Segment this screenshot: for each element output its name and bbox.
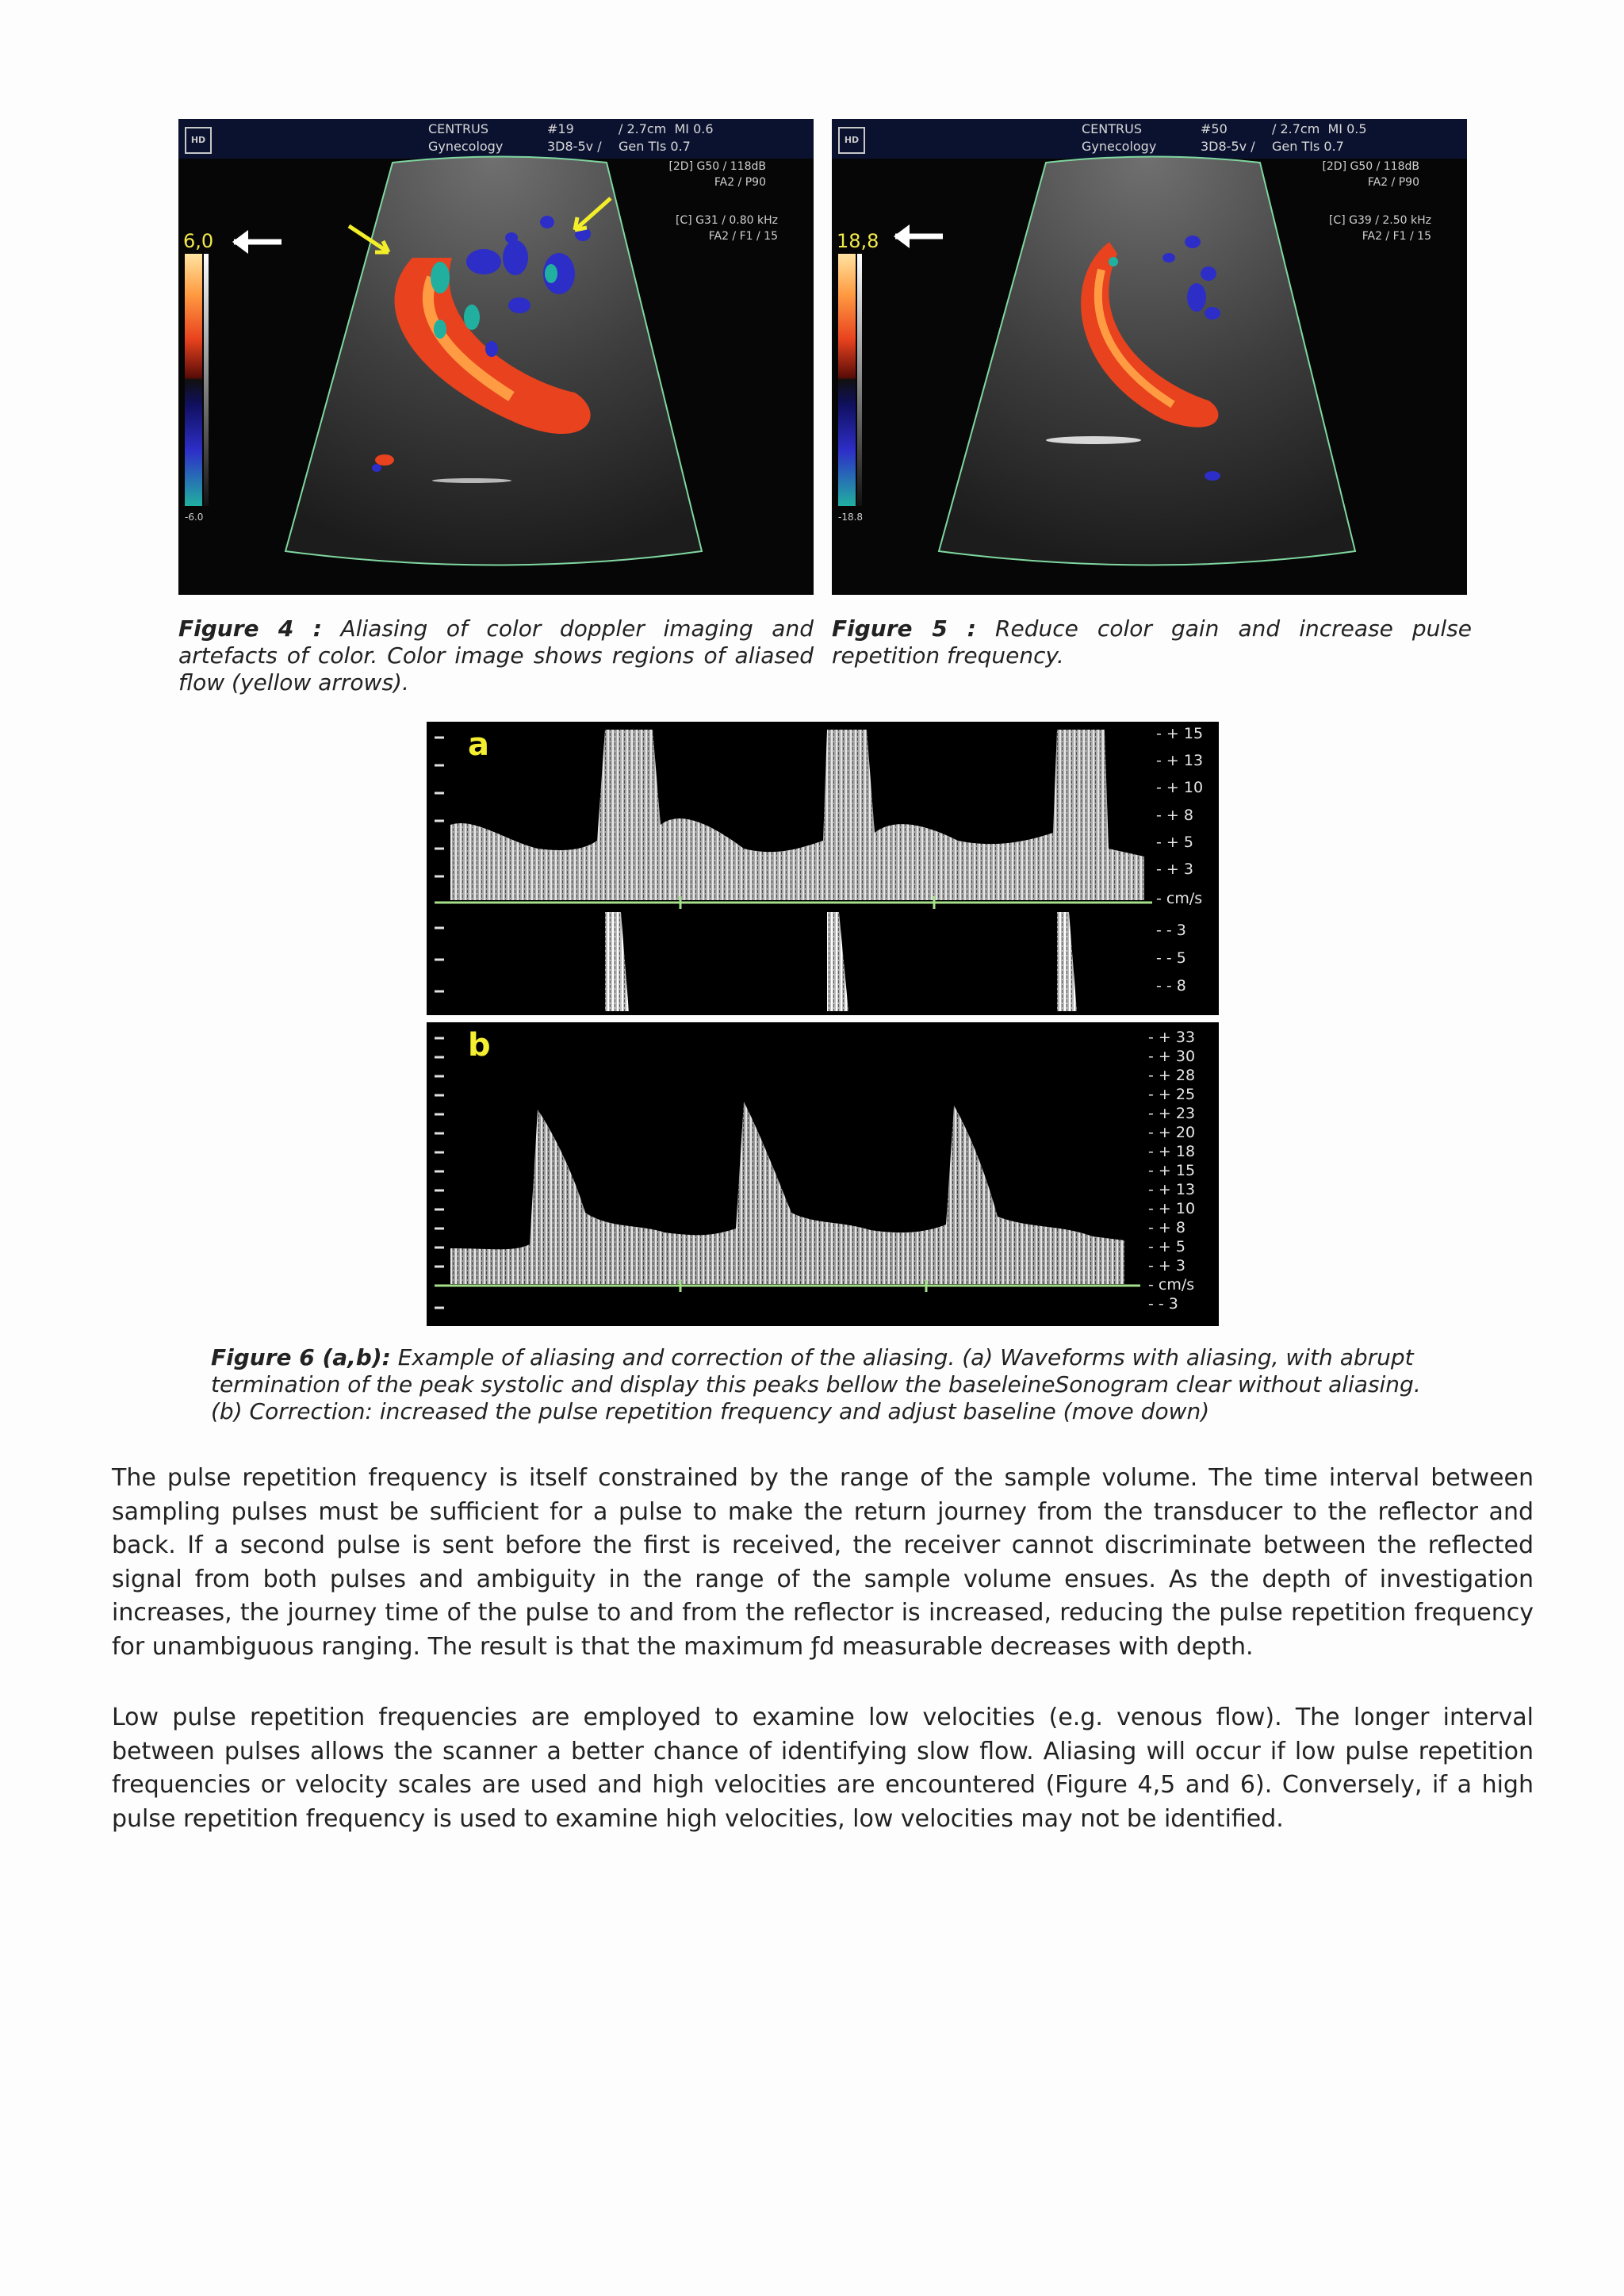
scale-tick: - + 3: [1148, 1257, 1185, 1274]
params-color: [C] G39 / 2.50 kHz FA2 / F1 / 15: [1328, 214, 1431, 243]
header-line: CENTRUS: [1082, 121, 1143, 136]
panel-letter-a: a: [468, 726, 489, 763]
paragraph-1: The pulse repetition frequency is itself constrained by the range of the sample volume. The time interval between sampling pulses must be sufficient for a pulse to make the return journey from the transducer to the reflector and back. If a second pulse is sent before the first is received, the receiver cannot discriminate between the reflected signal from both pulses and ambiguity in the range of the sample volume ensues. As the depth of investigation increases, the journey time of the pulse to and from the reflector is increased, reducing the pulse repetition frequency for unambiguous ranging. The result is that the maximum ƒd measurable decreases with depth.: [112, 1464, 1534, 1661]
scale-tick: - cm/s: [1156, 890, 1203, 907]
figure-4-caption: [178, 615, 814, 696]
scale-tick: - + 8: [1156, 807, 1193, 824]
figure-label: Figure 4 :: [178, 615, 322, 642]
figure-4-image: [178, 119, 814, 595]
header-line: / 2.7cm MI 0.5: [1272, 121, 1367, 136]
scale-tick: - + 30: [1148, 1048, 1196, 1065]
scale-tick: - + 15: [1148, 1162, 1196, 1179]
header-line: 3D8-5v /: [547, 139, 602, 154]
figure-5-caption: [832, 615, 1472, 669]
scale-tick: - + 28: [1148, 1067, 1196, 1084]
scale-tick: - + 13: [1148, 1181, 1196, 1198]
figure-label: Figure 5 :: [832, 615, 976, 642]
doppler-sector-image: [832, 119, 1467, 595]
scale-tick: - + 5: [1156, 834, 1193, 851]
header-line: Gynecology: [428, 139, 504, 154]
paragraph-2: Low pulse repetition frequencies are employed to examine low velocities (e.g. venous flow). The longer interval between pulses allows the scanner a better chance of identifying slow flow. Aliasing will occur if low pulse repetition frequencies or velocity scales are used and high velocities are encountered (Figure 4,5 and 6). Conversely, if a high pulse repetition frequency is used to examine high velocities, low velocities may not be identified.: [112, 1704, 1534, 1833]
header-line: CENTRUS: [428, 121, 489, 136]
panel-letter-b: b: [468, 1027, 491, 1064]
spectral-doppler-b: [427, 1022, 1219, 1326]
header-line: Gynecology: [1082, 139, 1157, 154]
header-line: 3D8-5v /: [1201, 139, 1255, 154]
figure-label: Figure 6 (a,b):: [211, 1344, 391, 1370]
scale-tick: - - 8: [1156, 977, 1186, 995]
scale-tick: - + 3: [1156, 861, 1193, 878]
header-line: #19: [547, 121, 574, 136]
header-line: #50: [1201, 121, 1228, 136]
doppler-sector-image: [178, 119, 814, 595]
scale-tick: - + 15: [1156, 725, 1204, 742]
header-line: / 2.7cm MI 0.6: [619, 121, 714, 136]
waveform-a: [427, 722, 1219, 1015]
scale-tick: - + 33: [1148, 1029, 1196, 1046]
scale-tick: - + 10: [1148, 1200, 1196, 1217]
velocity-scale-top: 6,0: [183, 230, 214, 252]
figure-6-caption: [211, 1344, 1440, 1425]
scale-tick: - + 18: [1148, 1143, 1196, 1160]
params-2d: [2D] G50 / 118dB FA2 / P90: [668, 160, 766, 189]
params-2d: [2D] G50 / 118dB FA2 / P90: [1322, 160, 1419, 189]
scanner-logo: HD: [185, 127, 212, 154]
header-line: Gen TIs 0.7: [619, 139, 691, 154]
caption-text: Example of aliasing and correction of the aliasing. (a) Waveforms with aliasing, with abrupt termination of the peak systolic and display this peaks bellow the baseleineSonogram clear without aliasing. (b) Correction: increased the pulse repetition frequency and adjust baseline (move down): [211, 1344, 1421, 1424]
scale-tick: - - 5: [1156, 949, 1186, 967]
scale-tick: - + 10: [1156, 779, 1204, 796]
scale-tick: - + 25: [1148, 1086, 1196, 1103]
params-color: [C] G31 / 0.80 kHz FA2 / F1 / 15: [675, 214, 778, 243]
velocity-scale-top: 18,8: [837, 230, 879, 252]
caption-text: Aliasing of color doppler imaging and artefacts of color. Color image shows regions of aliased flow (yellow arrows).: [178, 615, 814, 696]
figure-5-image: [832, 119, 1467, 595]
scale-tick: - + 23: [1148, 1105, 1196, 1122]
scale-tick: - + 20: [1148, 1124, 1196, 1141]
scale-tick: - + 8: [1148, 1219, 1185, 1236]
scale-tick: - cm/s: [1148, 1276, 1195, 1294]
scale-tick: - - 3: [1148, 1295, 1178, 1313]
scanner-logo: HD: [838, 127, 865, 154]
spectral-doppler-a: [427, 722, 1219, 1015]
waveform-b: [427, 1022, 1219, 1326]
header-line: Gen TIs 0.7: [1272, 139, 1344, 154]
scale-tick: - - 3: [1156, 922, 1186, 939]
caption-text: Reduce color gain and increase pulse repetition frequency.: [832, 615, 1472, 669]
velocity-scale-bottom: -18.8: [838, 512, 864, 523]
body-text: [112, 1462, 1534, 1836]
scale-tick: - + 5: [1148, 1238, 1185, 1255]
scale-tick: - + 13: [1156, 752, 1204, 769]
velocity-scale-bottom: -6.0: [185, 512, 204, 523]
